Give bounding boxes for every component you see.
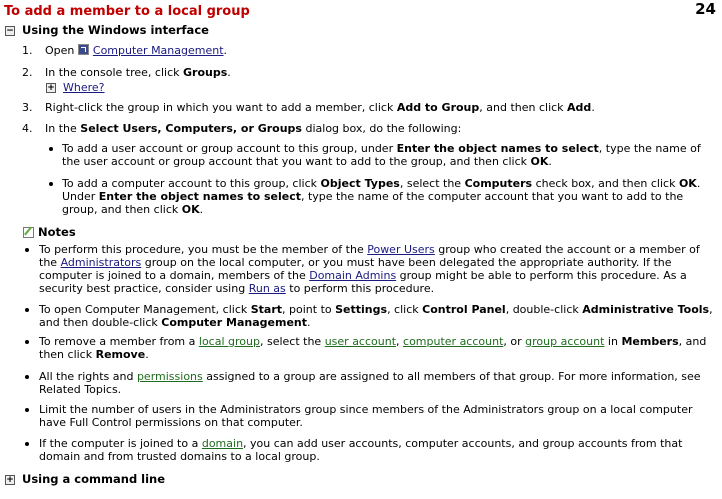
text: .	[307, 316, 311, 329]
link-run-as[interactable]: Run as	[248, 282, 286, 295]
bold-term: Groups	[183, 66, 228, 79]
bullet-icon	[49, 182, 53, 186]
bold-term: Object Types	[320, 177, 400, 190]
step-item	[45, 101, 714, 114]
expand-icon[interactable]: +	[47, 83, 55, 93]
link-permissions[interactable]: permissions	[136, 370, 203, 383]
note-item	[39, 437, 714, 463]
text: , double-click	[505, 303, 583, 316]
text: group who created the account or a member of the	[39, 243, 700, 269]
expand-icon[interactable]: +	[6, 475, 14, 485]
bold-term: Members	[621, 335, 679, 348]
page-number: 24	[695, 0, 716, 18]
notes-heading: Notes	[38, 225, 76, 239]
page-title: To add a member to a local group	[4, 4, 250, 19]
link-administrators[interactable]: Administrators	[60, 256, 142, 269]
text: to perform this procedure.	[285, 282, 435, 295]
text: To perform this procedure, you must be the member of the	[39, 243, 368, 256]
step-number: 1.	[22, 44, 33, 57]
text: To open Computer Management, click	[39, 303, 251, 316]
text: Limit the number of users in the Administrators group since members of the Administrators group on a local computer have Full Control permissions on that computer.	[39, 403, 693, 429]
text: Open	[45, 44, 78, 57]
text: , and then double-click	[39, 303, 713, 329]
sub-bullet-item	[62, 177, 714, 216]
step-item	[45, 66, 714, 79]
bullet-icon	[25, 308, 29, 312]
bold-term: Enter the object names to select	[396, 142, 599, 155]
text: In the	[45, 122, 81, 135]
bullet-icon	[25, 408, 29, 412]
bullet-icon	[25, 248, 29, 252]
link-domain[interactable]: domain	[201, 437, 244, 450]
link-domain-admins[interactable]: Domain Admins	[309, 269, 397, 282]
note-item	[39, 403, 714, 429]
bullet-icon	[49, 147, 53, 151]
text: , click	[387, 303, 423, 316]
note-item	[39, 335, 714, 361]
text: , type the name of the user account or group account that you want to add to the group, and then click	[62, 142, 701, 168]
bullet-icon	[25, 442, 29, 446]
step-item	[45, 122, 714, 135]
bold-term: OK	[678, 177, 697, 190]
text: In the console tree, click	[45, 66, 183, 79]
bold-term: Start	[250, 303, 283, 316]
link-computer-management[interactable]: Computer Management	[92, 44, 224, 57]
where-link[interactable]: Where?	[63, 81, 105, 94]
text: If the computer is joined to a	[39, 437, 202, 450]
notes-icon	[23, 227, 34, 238]
text: .	[591, 101, 595, 114]
bold-term: Enter the object names to select	[98, 190, 301, 203]
bold-term: Settings	[335, 303, 388, 316]
text: , type the name of the computer account that you want to add to the group, and then click	[62, 190, 684, 216]
note-item	[39, 370, 714, 396]
text: ,	[396, 335, 404, 348]
bold-term: Remove	[95, 348, 146, 361]
bold-term: Control Panel	[422, 303, 506, 316]
text: , select the	[259, 335, 325, 348]
link-computer-account[interactable]: computer account	[403, 335, 504, 348]
bullet-icon	[25, 340, 29, 344]
shortcut-icon	[78, 44, 89, 55]
bold-term: Administrative Tools	[582, 303, 710, 316]
text: group might be able to perform this procedure. As a security best practice, consider using	[39, 269, 687, 295]
text: check box, and then click	[532, 177, 679, 190]
text: To remove a member from a	[39, 335, 199, 348]
text: Right-click the group in which you want to add a member, click	[45, 101, 397, 114]
text: , and then click	[479, 101, 568, 114]
link-group-account[interactable]: group account	[525, 335, 605, 348]
section-windows-interface[interactable]: Using the Windows interface	[22, 23, 209, 37]
collapse-icon[interactable]: −	[6, 26, 14, 36]
text: . Under	[62, 177, 701, 203]
step-number: 3.	[22, 101, 33, 114]
note-item	[39, 303, 714, 329]
text: To add a user account or group account to this group, under	[62, 142, 397, 155]
text: , or	[503, 335, 526, 348]
link-user-account[interactable]: user account	[324, 335, 397, 348]
text: dialog box, do the following:	[301, 122, 462, 135]
bold-term: Add	[567, 101, 592, 114]
text: .	[548, 155, 552, 168]
note-item	[39, 243, 714, 295]
text: .	[145, 348, 149, 361]
step-number: 4.	[22, 122, 33, 135]
link-power-users[interactable]: Power Users	[367, 243, 435, 256]
text: , point to	[282, 303, 336, 316]
bold-term: Computer Management	[161, 316, 307, 329]
section-command-line[interactable]: Using a command line	[22, 472, 166, 486]
text: To add a computer account to this group, click	[62, 177, 321, 190]
text: , select the	[399, 177, 465, 190]
bold-term: Select Users, Computers, or Groups	[80, 122, 302, 135]
bold-term: OK	[530, 155, 549, 168]
bold-term: Computers	[464, 177, 533, 190]
text: All the rights and	[39, 370, 137, 383]
text: .	[199, 203, 204, 216]
text: group on the local computer, or you must have been delegated the appropriate authority. If the computer is joined to a domain, members of the	[39, 256, 672, 282]
text: .	[223, 44, 228, 57]
text: , and then click	[39, 335, 707, 361]
step-number: 2.	[22, 66, 33, 79]
link-local-group[interactable]: local group	[198, 335, 260, 348]
text: .	[227, 66, 231, 79]
text: , you can add user accounts, computer accounts, and group accounts from that domain and from trusted domains to a local group.	[39, 437, 683, 463]
bullet-icon	[25, 375, 29, 379]
bold-term: OK	[181, 203, 200, 216]
sub-bullet-item	[62, 142, 714, 168]
bold-term: Add to Group	[396, 101, 480, 114]
text: assigned to a group are assigned to all members of that group. For more information, see Related Topics.	[39, 370, 701, 396]
text: in	[604, 335, 622, 348]
step-item	[45, 44, 714, 57]
